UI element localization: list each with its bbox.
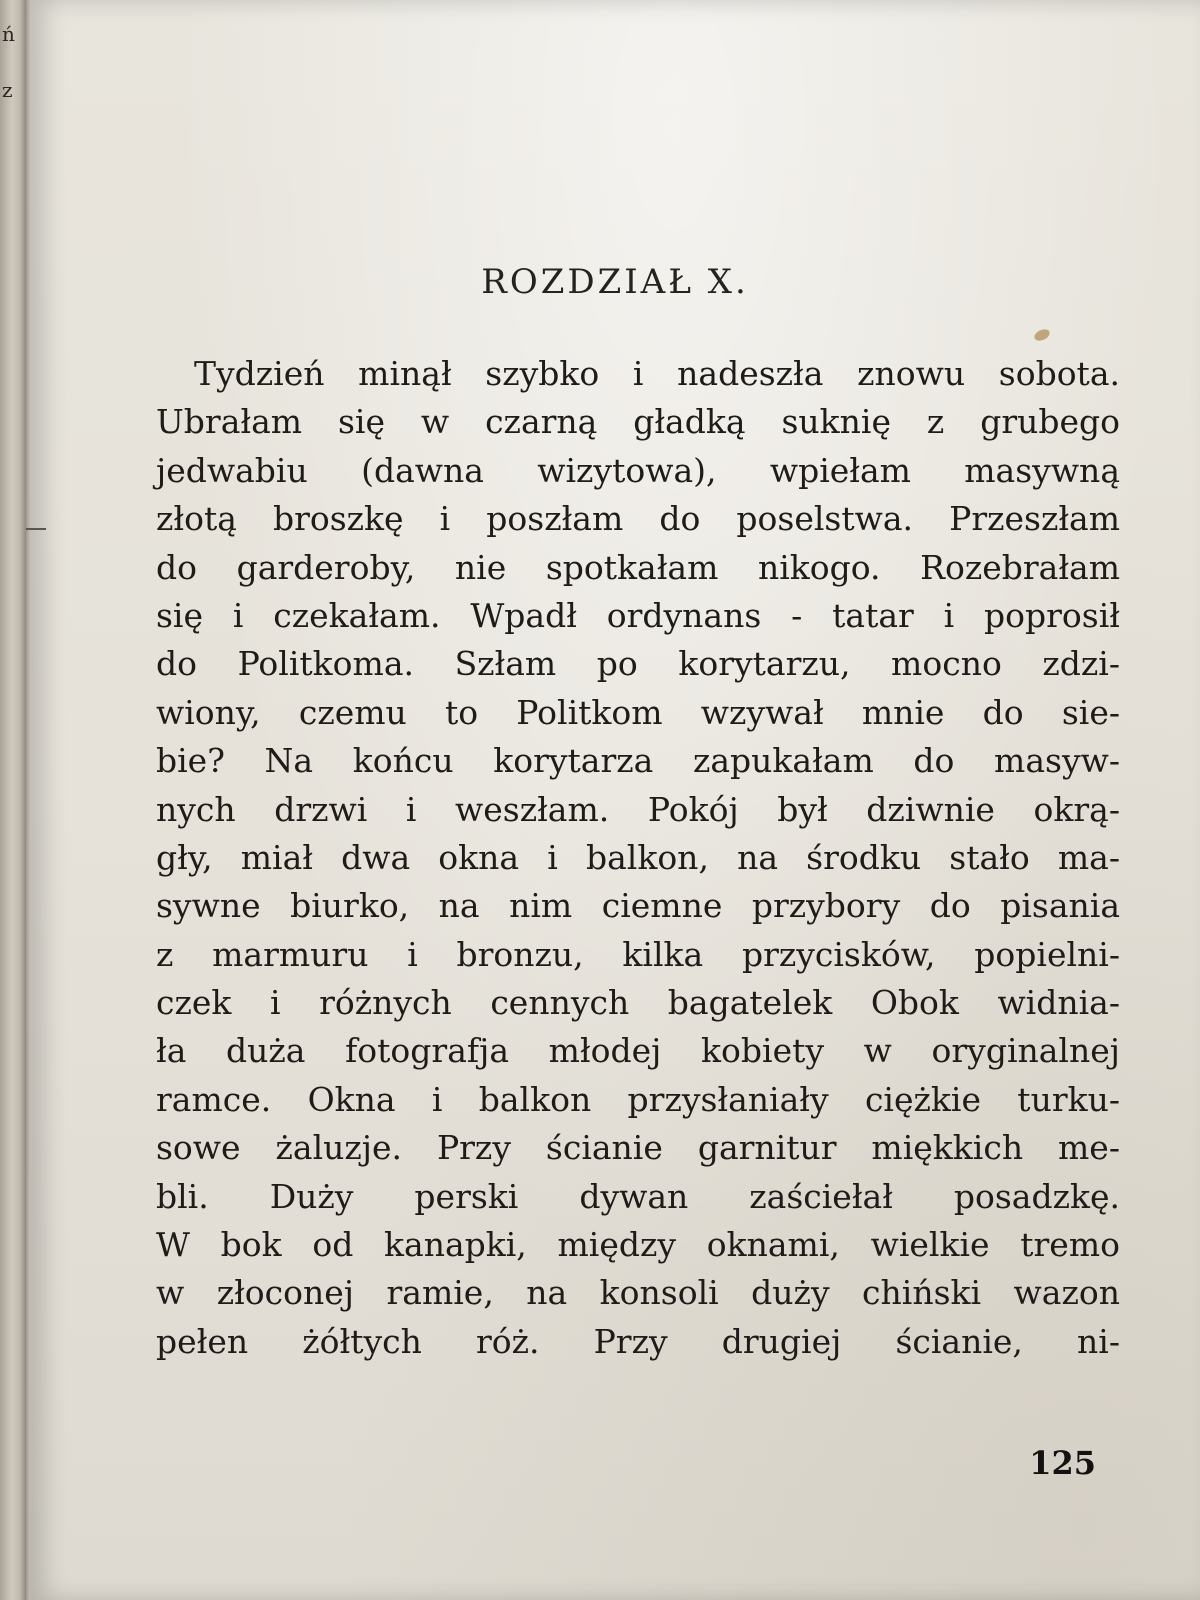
text-line: bie? Na końcu korytarza zapukałam do masyw- — [156, 741, 1120, 781]
text-line: Tydzień minął szybko i nadeszła znowu sobota. — [194, 354, 1120, 393]
body-text — [156, 350, 1120, 1366]
text-line: złotą broszkę i poszłam do poselstwa. Przeszłam — [156, 499, 1120, 539]
text-line: gły, miał dwa okna i balkon, na środku stało ma- — [156, 837, 1120, 877]
left-page-letter: ń — [2, 22, 15, 46]
text-line: w złoconej ramie, na konsoli duży chiński wazon — [156, 1273, 1120, 1313]
text-line: sywne biurko, na nim ciemne przybory do pisania — [156, 886, 1120, 926]
page-number: 125 — [1029, 1444, 1096, 1482]
text-line: pełen żółtych róż. Przy drugiej ścianie, ni- — [156, 1321, 1120, 1361]
text-line: ła duża fotografja młodej kobiety w oryginalnej — [156, 1031, 1120, 1071]
text-line: wiony, czemu to Politkom wzywał mnie do sie- — [156, 692, 1120, 732]
text-line: sowe żaluzje. Przy ścianie garnitur miękkich me- — [156, 1128, 1120, 1168]
text-line: Ubrałam się w czarną gładką suknię z grubego — [156, 402, 1120, 442]
paper-stain — [1033, 327, 1052, 343]
text-line: W bok od kanapki, między oknami, wielkie tremo — [156, 1225, 1120, 1265]
chapter-title: ROZDZIAŁ X. — [481, 262, 749, 302]
text-line: z marmuru i bronzu, kilka przycisków, popielni- — [156, 934, 1120, 974]
text-line: czek i różnych cennych bagatelek Obok widnia- — [156, 983, 1120, 1023]
text-line: nych drzwi i weszłam. Pokój był dziwnie okrą- — [156, 789, 1120, 829]
text-line: do Politkoma. Szłam po korytarzu, mocno zdzi- — [156, 644, 1120, 684]
left-page-letter: z — [2, 78, 13, 102]
text-line: ramce. Okna i balkon przysłaniały ciężkie turku- — [156, 1079, 1120, 1119]
text-line: do garderoby, nie spotkałam nikogo. Rozebrałam — [156, 547, 1120, 587]
text-line: bli. Duży perski dywan zaściełał posadzkę. — [156, 1176, 1120, 1216]
text-line: się i czekałam. Wpadł ordynans - tatar i poprosił — [156, 595, 1120, 635]
book-page — [30, 0, 1200, 1600]
margin-mark — [26, 528, 46, 530]
text-line: jedwabiu (dawna wizytowa), wpiełam masywną — [156, 450, 1120, 490]
left-page-edge — [0, 0, 26, 1600]
